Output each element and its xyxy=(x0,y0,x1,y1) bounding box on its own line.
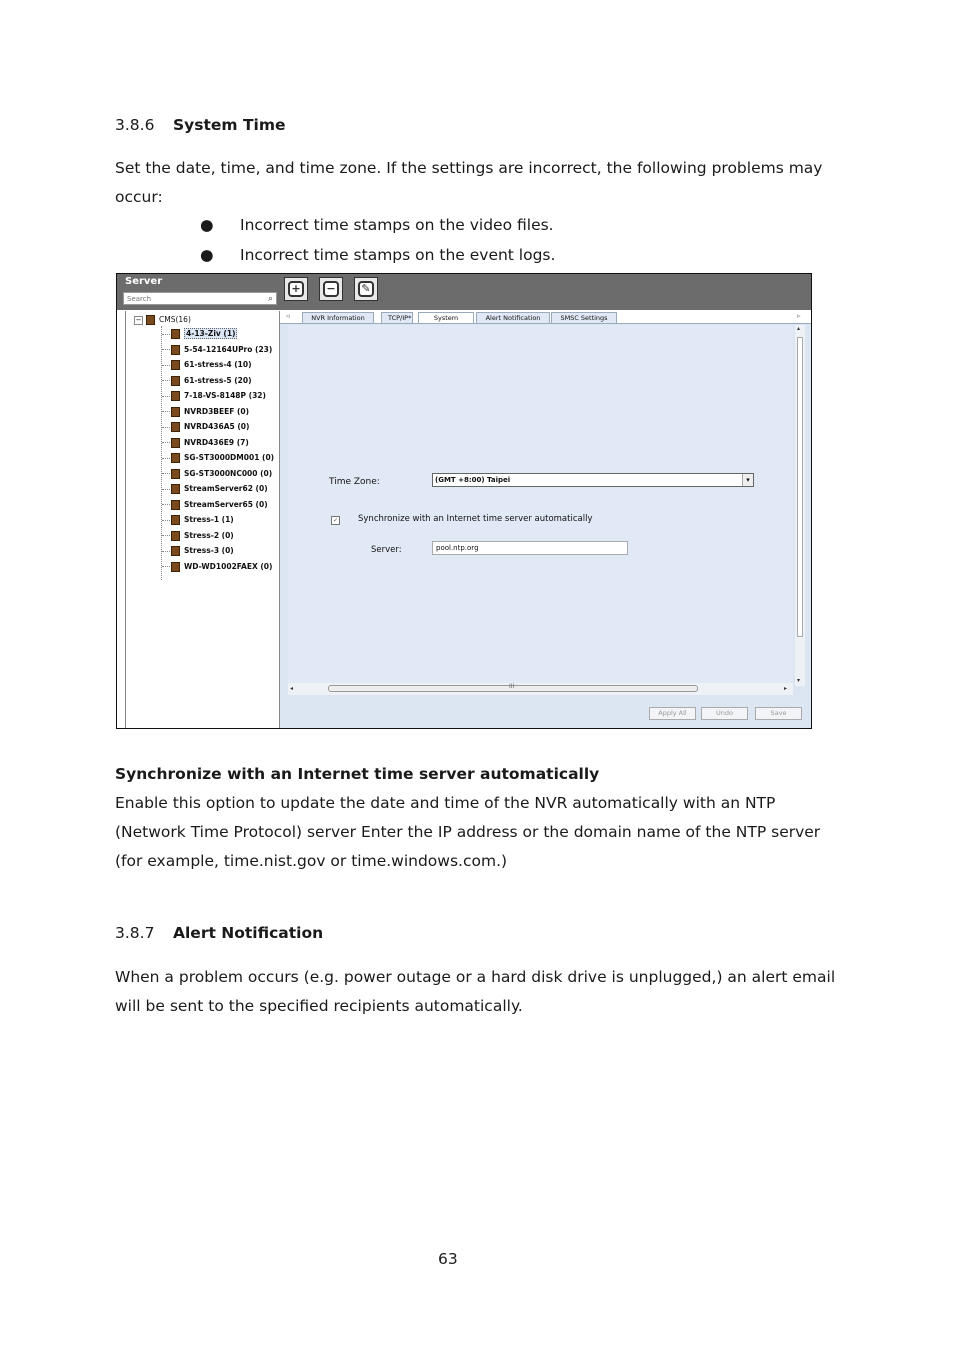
section-heading-alert-notification xyxy=(115,924,323,942)
pencil-icon: ✎ xyxy=(358,281,374,297)
scroll-down-icon[interactable]: ▾ xyxy=(797,677,801,684)
tree-item[interactable] xyxy=(162,528,274,544)
server-icon xyxy=(171,422,180,432)
tree-root-label: CMS(16) xyxy=(159,315,191,324)
bullet-item xyxy=(200,216,554,234)
page-number: 63 xyxy=(438,1250,458,1268)
horizontal-scroll-thumb[interactable] xyxy=(328,685,698,692)
edit-server-button[interactable] xyxy=(354,277,378,301)
tree-item-label: StreamServer62 (0) xyxy=(184,484,268,493)
section-number: 3.8.7 xyxy=(115,924,155,942)
ntp-server-label: Server: xyxy=(371,545,402,555)
tree-item[interactable] xyxy=(162,512,274,528)
tree-item-label: 61-stress-4 (10) xyxy=(184,360,252,369)
tree-item[interactable] xyxy=(162,357,274,373)
sync-ntp-checkbox[interactable]: ✓ xyxy=(332,517,339,524)
tab-alert-notification[interactable]: Alert Notification xyxy=(476,312,550,323)
tree-item-label: StreamServer65 (0) xyxy=(184,499,268,509)
horizontal-scrollbar[interactable] xyxy=(288,683,793,695)
search-input[interactable] xyxy=(123,292,277,305)
alert-paragraph: When a problem occurs (e.g. power outage or a hard disk drive is unplugged,) an alert email will be sent to the specified recipients automatically. xyxy=(115,968,836,1015)
undo-button[interactable]: Undo xyxy=(701,707,748,720)
server-list xyxy=(162,326,274,574)
tree-item-label: Stress-1 (1) xyxy=(184,515,234,524)
server-icon xyxy=(171,438,180,448)
sync-section-heading: Synchronize with an Internet time server automatically xyxy=(115,765,600,783)
bullet-dot: ● xyxy=(200,216,214,234)
time-zone-select[interactable] xyxy=(432,473,754,487)
intro-paragraph: Set the date, time, and time zone. If the settings are incorrect, the following problems may occur: xyxy=(115,159,823,206)
server-icon xyxy=(171,531,180,541)
server-icon xyxy=(171,345,180,355)
search-icon[interactable]: ⌕ xyxy=(267,294,273,304)
tree-item-label: 61-stress-5 (20) xyxy=(184,375,252,385)
tab-tcp-ip[interactable]: TCP/IP* xyxy=(381,312,413,323)
bullet-text: Incorrect time stamps on the event logs. xyxy=(240,246,556,264)
section-title: System Time xyxy=(173,116,286,134)
tab-system-time[interactable]: System xyxy=(418,312,474,323)
add-server-button[interactable] xyxy=(284,277,308,301)
tree-item[interactable] xyxy=(162,435,274,451)
tree-item-label: 7-18-VS-8148P (32) xyxy=(184,391,266,400)
tree-item-label: SG-ST3000NC000 (0) xyxy=(184,468,273,478)
tree-item[interactable] xyxy=(162,481,274,497)
server-group-icon xyxy=(146,315,155,325)
remove-server-button[interactable] xyxy=(319,277,343,301)
server-icon xyxy=(171,500,180,510)
collapse-icon[interactable]: − xyxy=(135,315,142,324)
minus-icon: − xyxy=(323,281,339,297)
scroll-up-icon[interactable]: ▴ xyxy=(797,325,801,332)
system-time-pane xyxy=(288,325,793,688)
server-icon xyxy=(171,360,180,370)
server-panel-title: Server xyxy=(125,276,163,287)
tree-item-label: Stress-3 (0) xyxy=(184,546,234,555)
tree-item-label: NVRD3BEEF (0) xyxy=(184,406,250,416)
server-icon xyxy=(171,546,180,556)
section-heading-system-time xyxy=(115,116,286,134)
server-icon xyxy=(171,469,180,479)
tree-item-label: WD-WD1002FAEX (0) xyxy=(184,561,273,571)
server-icon xyxy=(171,484,180,494)
scroll-right-icon[interactable]: ▸ xyxy=(784,685,788,692)
server-tree xyxy=(125,311,280,728)
system-time-screenshot xyxy=(116,273,812,729)
tree-item[interactable] xyxy=(162,342,274,358)
server-icon xyxy=(171,453,180,463)
server-icon xyxy=(171,562,180,572)
tree-item[interactable] xyxy=(162,450,274,466)
tree-item-label: NVRD436A5 (0) xyxy=(184,422,250,431)
bullet-text: Incorrect time stamps on the video files. xyxy=(240,216,554,234)
server-icon xyxy=(171,515,180,525)
server-icon xyxy=(171,329,180,339)
tree-item[interactable] xyxy=(162,497,274,513)
tab-nvr-information[interactable]: NVR Information xyxy=(302,312,374,323)
tree-item[interactable] xyxy=(162,559,274,575)
toolbar xyxy=(117,274,811,310)
tree-root[interactable] xyxy=(134,315,191,325)
section-title: Alert Notification xyxy=(173,924,324,942)
tab-scroll-left-icon[interactable]: ◃ xyxy=(286,312,290,320)
tree-item-label: NVRD436E9 (7) xyxy=(184,437,249,447)
tree-item[interactable] xyxy=(162,388,274,404)
tree-item[interactable] xyxy=(162,373,274,389)
tree-item-label: 4-13-Ziv (1) xyxy=(186,329,236,338)
tree-item-selected[interactable] xyxy=(162,326,274,342)
chevron-down-icon[interactable]: ▾ xyxy=(742,474,753,486)
tab-bar xyxy=(280,311,811,324)
section-number: 3.8.6 xyxy=(115,116,155,134)
tree-item[interactable] xyxy=(162,543,274,559)
time-zone-label: Time Zone: xyxy=(329,477,380,487)
search-placeholder: Search xyxy=(127,295,152,303)
time-zone-value: (GMT +8:00) Taipei xyxy=(435,476,511,484)
plus-icon: + xyxy=(288,281,304,297)
tree-item[interactable] xyxy=(162,419,274,435)
sync-section-paragraph: Enable this option to update the date and time of the NVR automatically with an NTP (Network Time Protocol) server Enter the IP address or the domain name of the NTP server (for example, time.nist.gov or time.windows.com.) xyxy=(115,794,821,870)
vertical-scrollbar[interactable] xyxy=(795,325,805,686)
tree-item-label: 5-54-12164UPro (23) xyxy=(184,344,273,354)
tree-item[interactable] xyxy=(162,466,274,482)
server-icon xyxy=(171,391,180,401)
tab-smsc-settings[interactable]: SMSC Settings xyxy=(551,312,617,323)
settings-content xyxy=(280,311,811,728)
tree-item[interactable] xyxy=(162,404,274,420)
sync-ntp-label: Synchronize with an Internet time server automatically xyxy=(358,514,593,524)
server-icon xyxy=(171,376,180,386)
ntp-server-input[interactable]: pool.ntp.org xyxy=(432,541,628,555)
tree-item-label: Stress-2 (0) xyxy=(184,530,234,540)
save-button[interactable]: Save xyxy=(755,707,802,720)
apply-all-button[interactable]: Apply All xyxy=(649,707,696,720)
scroll-grip: III xyxy=(509,683,515,690)
tab-scroll-right-icon[interactable]: ▹ xyxy=(797,312,801,320)
server-icon xyxy=(171,407,180,417)
bullet-dot: ● xyxy=(200,246,214,264)
bullet-item xyxy=(200,246,555,264)
vertical-scroll-thumb[interactable] xyxy=(797,337,803,637)
scroll-left-icon[interactable]: ◂ xyxy=(290,685,294,692)
tree-item-label: SG-ST3000DM001 (0) xyxy=(184,453,275,462)
